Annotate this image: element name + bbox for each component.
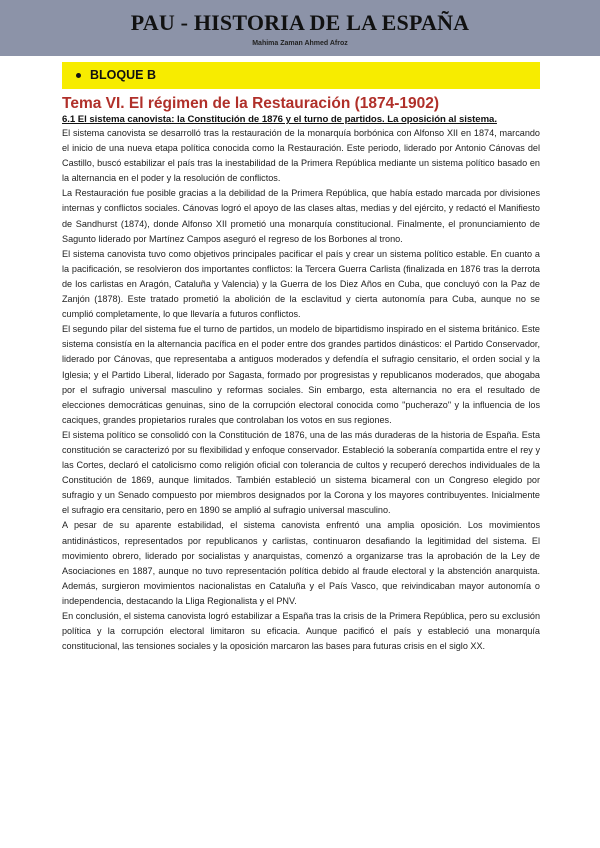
block-banner xyxy=(62,62,540,89)
paragraph: A pesar de su aparente estabilidad, el sistema canovista enfrentó una amplia oposición. Los movimientos antidinásticos, representados por republicanos y carlistas, continuaron desafiando la legitimidad del sistema. El movimiento obrero, liderado por socialistas y anarquistas, comenzó a organizarse tras la aprobación de la Ley de Asociaciones en 1887, aunque no tuvo representación política debido al fraude electoral y la abstención anarquista. Además, surgieron movimientos nacionalistas en Cataluña y el País Vasco, que reivindicaban mayor autonomía o independencia, destacando la Lliga Regionalista y el PNV. xyxy=(62,520,540,606)
paragraph: El sistema canovista se desarrolló tras la restauración de la monarquía borbónica con Alfonso XII en 1874, marcando el inicio de una nueva etapa política conocida como la Restauración. Este periodo, liderado por Antonio Cánovas del Castillo, buscó estabilizar el país tras la inestabilidad de la Primera República mediante un sistema político basado en la alternancia en el poder y la resolución de conflictos. xyxy=(62,128,540,184)
block-label: BLOQUE B xyxy=(90,68,156,82)
author-name: Mahima Zaman Ahmed Afroz xyxy=(252,40,348,47)
paragraph: El sistema político se consolidó con la Constitución de 1876, una de las más duraderas de la historia de España. Esta constitución se caracterizó por su flexibilidad y enfoque conservador. Estableció la soberanía compartida entre el rey y las Cortes, declaró el catolicismo como religión oficial con tolerancia de cultos y recuperó derechos individuales de la Constitución de 1869, aunque limitados. También estableció un sistema bicameral con un Congreso elegido por sufragio y un Senado compuesto por miembros designados por la Corona y los mayores contribuyentes. Inicialmente el sufragio era censitario, pero en 1890 se amplió al sufragio universal masculino. xyxy=(62,429,540,516)
paragraph: En conclusión, el sistema canovista logró estabilizar a España tras la crisis de la Primera República, pero su exclusión política y la corrupción electoral limitaron su eficacia. Aunque pacificó el país y estableció una monarquía constitucional, las tensiones sociales y la oposición marcaron las bases para futuras crisis en el siglo XX. xyxy=(62,611,540,652)
page-header xyxy=(0,0,600,56)
paragraph: El segundo pilar del sistema fue el turno de partidos, un modelo de bipartidismo inspirado en el sistema británico. Este sistema consistía en la alternancia pacífica en el poder entre dos grandes partidos dinásticos: el Partido Conservador, liderado por Cánovas, que representaba a antiguos moderados y defendía el sufragio censitario, el orden social y la Iglesia; y el Partido Liberal, liderado por Sagasta, formado por progresistas y republicanos moderados, que abogaba por el sufragio universal masculino y reformas sociales. Sin embargo, esta alternancia no era el resultado de elecciones democráticas genuinas, sino de la corrupción electoral conocida como "pucherazo" y la influencia de los caciques, grandes propietarios rurales que controlaban los votos en sus regiones. xyxy=(62,324,540,425)
topic-title: Tema VI. El régimen de la Restauración (1874-1902) xyxy=(62,95,440,112)
document-title: PAU - HISTORIA DE LA ESPAÑA xyxy=(130,10,470,35)
bullet-icon xyxy=(76,73,81,78)
section-heading: 6.1 El sistema canovista: la Constitución de 1876 y el turno de partidos. La oposición al sistema. xyxy=(62,114,497,125)
paragraph: El sistema canovista tuvo como objetivos principales pacificar el país y crear un sistema político estable. En cuanto a la pacificación, se resolvieron dos importantes conflictos: la Tercera Guerra Carlista (finalizada en 1876 tras la derrota de los carlistas en Aragón, Cataluña y Valencia) y la Guerra de los Diez Años en Cuba, que concluyó con la Paz de Zanjón (1878). Este tratado prometió la abolición de la esclavitud y cierta autonomía para Cuba, aunque no se cumplió completamente, lo que llevaría a futuros conflictos. xyxy=(62,248,540,320)
paragraph: La Restauración fue posible gracias a la debilidad de la Primera República, que había estado marcada por divisiones internas y conflictos sociales. Cánovas logró el apoyo de las clases altas, medias y del ejército, y redactó el Manifiesto de Sandhurst (1874), donde Alfonso XII prometió una monarquía constitucional. Finalmente, el pronunciamiento de Sagunto liderado por Martínez Campos aseguró el regreso de los Borbones al trono. xyxy=(62,188,540,244)
document-body xyxy=(62,94,540,654)
